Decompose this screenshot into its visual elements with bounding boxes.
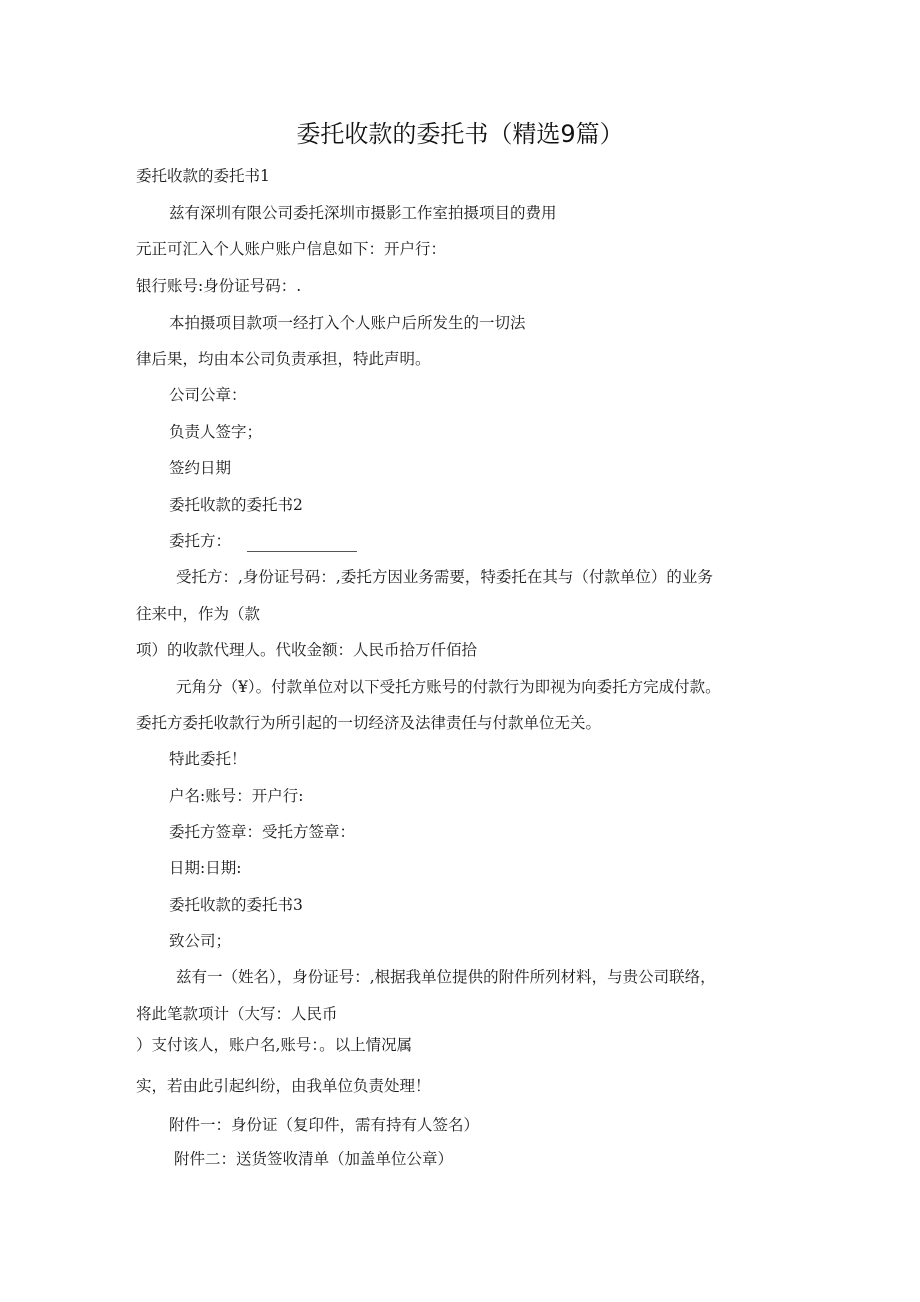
paragraph-line: ）支付该人，账户名,账号：。以上情况属 bbox=[136, 1036, 413, 1054]
document-title: 委托收款的委托书（精选9篇） bbox=[296, 120, 624, 148]
principal-label: 委托方： bbox=[169, 532, 232, 550]
sign-date-label: 签约日期 bbox=[169, 459, 232, 477]
paragraph-line: 银行账号:身份证号码：. bbox=[136, 277, 302, 295]
signature-line: 委托方签章：受托方签章： bbox=[169, 823, 356, 841]
paragraph-line: 委托方委托收款行为所引起的一切经济及法律责任与付款单位无关。 bbox=[136, 714, 602, 732]
attachment-1: 附件一：身份证（复印件，需有持有人签名） bbox=[169, 1116, 480, 1134]
attachment-2: 附件二：送货签收清单（加盖单位公章） bbox=[174, 1150, 454, 1168]
signature-label: 负责人签字； bbox=[169, 423, 263, 441]
paragraph-line: 兹有深圳有限公司委托深圳市摄影工作室拍摄项目的费用 bbox=[169, 204, 557, 222]
section-heading-1: 委托收款的委托书1 bbox=[136, 167, 270, 185]
account-info-line: 户名:账号：开户行: bbox=[169, 787, 304, 805]
principal-line bbox=[169, 530, 357, 552]
paragraph-line: 实，若由此引起纠纷，由我单位负责处理！ bbox=[136, 1077, 431, 1095]
paragraph-line: 特此委托！ bbox=[169, 750, 247, 768]
section-heading-3: 委托收款的委托书3 bbox=[169, 896, 303, 914]
company-seal-label: 公司公章： bbox=[169, 386, 247, 404]
section-heading-2: 委托收款的委托书2 bbox=[169, 496, 303, 514]
paragraph-line: 将此笔款项计（大写：人民币 bbox=[136, 1005, 338, 1023]
paragraph-line: 往来中，作为（款 bbox=[136, 605, 261, 623]
paragraph-line: 本拍摄项目款项一经打入个人账户后所发生的一切法 bbox=[169, 314, 526, 332]
paragraph-line: 项）的收款代理人。代收金额：人民币拾万仟佰拾 bbox=[136, 641, 478, 659]
paragraph-line: 受托方：,身份证号码：,委托方因业务需要，特委托在其与（付款单位）的业务 bbox=[176, 568, 713, 586]
paragraph-line: 律后果，均由本公司负责承担，特此声明。 bbox=[136, 350, 431, 368]
paragraph-line: 元角分（¥）。付款单位对以下受托方账号的付款行为即视为向委托方完成付款。 bbox=[176, 678, 721, 696]
paragraph-line: 兹有一（姓名），身份证号：,根据我单位提供的附件所列材料，与贵公司联络， bbox=[176, 968, 716, 986]
paragraph-line: 致公司； bbox=[169, 932, 232, 950]
date-line: 日期:日期: bbox=[169, 859, 242, 877]
paragraph-line: 元正可汇入个人账户账户信息如下：开户行： bbox=[136, 240, 447, 258]
principal-blank-line bbox=[247, 537, 357, 552]
